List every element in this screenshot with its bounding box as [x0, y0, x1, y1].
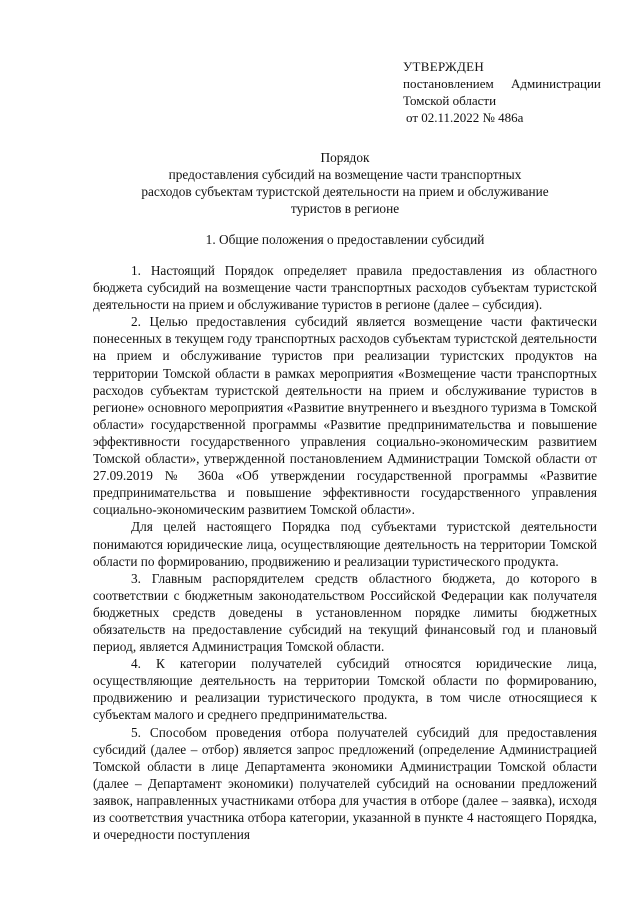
approval-region-line: Томской области	[403, 93, 497, 108]
document-title-line: расходов субъектам туристской деятельности на прием и обслуживание	[141, 184, 549, 199]
paragraph-5: 5. Способом проведения отбора получателей субсидий для предоставления субсидий (далее – отбор) является запрос предложений (определение Администрацией Томской области в лице Департамента экономики Администрации Томской области (далее – Департамент экономики) получателей субсидий на основании предложений заявок, направленных участниками отбора для участия в отборе (далее – заявка), исходя из соответствия участника отбора категории, указанной в пункте 4 настоящего Порядка, и очередности поступления	[93, 724, 597, 843]
paragraph-2-definition: Для целей настоящего Порядка под субъектами туристской деятельности понимаются юридические лица, осуществляющие деятельность на территории Томской области по формированию, продвижению и реализации туристического продукта.	[93, 519, 597, 569]
approval-title: УТВЕРЖДЕН	[403, 59, 485, 74]
document-title-line: предоставления субсидий на возмещение части транспортных	[168, 167, 522, 182]
paragraph-3: 3. Главным распорядителем средств областного бюджета, до которого в соответствии с бюджетным законодательством Российской Федерации как получателя бюджетных средств доведены в установленном порядке лимиты бюджетных обязательств на предоставление субсидий на текущий финансовый год и плановый период, является Администрация Томской области.	[93, 570, 597, 655]
document-title	[90, 149, 600, 217]
document-title-line: Порядок	[320, 150, 370, 165]
paragraph-2: 2. Целью предоставления субсидий является возмещение части фактически понесенных в текущем году транспортных расходов субъектам туристской деятельности на прием и обслуживание туристов при реализации туристских продуктов на территории Томской области в рамках мероприятия «Возмещение части транспортных расходов субъектам туристской деятельности на прием и обслуживание туристов в регионе» основного мероприятия «Развитие внутреннего и въездного туризма в Томской области» государственной программы «Развитие предпринимательства и повышение эффективности государственного управления социально-экономическим развитием Томской области», утвержденной постановлением Администрации Томской области от 27.09.2019 № 360а «Об утверждении государственной программы «Развитие предпринимательства и повышение эффективности государственного управления социально-экономическим развитием Томской области».	[93, 314, 597, 518]
paragraph-4: 4. К категории получателей субсидий относятся юридические лица, осуществляющие деятельность на территории Томской области по формированию, продвижению и реализации туристического продукта, в том числе относящиеся к субъектам малого и среднего предпринимательства.	[93, 656, 597, 723]
approval-stamp	[403, 58, 603, 126]
document-title-line: туристов в регионе	[290, 201, 400, 216]
paragraph-1: 1. Настоящий Порядок определяет правила предоставления из областного бюджета субсидий на возмещение части транспортных расходов субъектам туристской деятельности на прием и обслуживание туристов в регионе (далее – субсидия).	[93, 263, 597, 313]
document-body	[93, 262, 597, 843]
approval-decree-line: постановлением Администрации	[403, 76, 601, 91]
section-heading: 1. Общие положения о предоставлении субсидий	[205, 232, 485, 247]
approval-date-line: от 02.11.2022 № 486а	[406, 110, 524, 125]
